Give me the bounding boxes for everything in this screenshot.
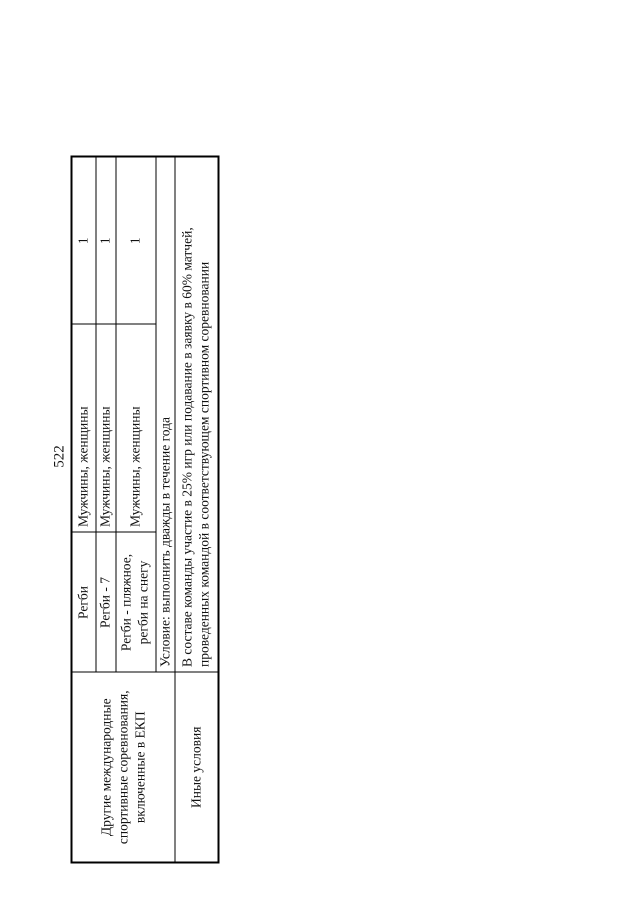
discipline-label: Регби - 7 <box>97 577 113 628</box>
document-table <box>71 156 220 864</box>
rotated-table-container <box>71 158 216 864</box>
page-number: 522 <box>51 445 68 468</box>
group-cell <box>96 325 116 533</box>
value-cell <box>116 157 156 325</box>
group-cell <box>116 325 156 533</box>
section-label-cell <box>72 673 176 863</box>
other-text-cell <box>175 157 218 673</box>
value-label: 1 <box>127 237 143 245</box>
value-label: 1 <box>97 237 113 245</box>
value-label: 1 <box>75 237 91 245</box>
discipline-cell <box>116 533 156 673</box>
group-label: Мужчины, женщины <box>75 406 91 527</box>
value-cell <box>72 157 96 325</box>
value-cell <box>96 157 116 325</box>
section-label: Другие международные спортивные соревнования, включенные в ЕКП <box>98 690 148 845</box>
group-label: Мужчины, женщины <box>97 406 113 527</box>
other-conditions-label: Иные условия <box>188 726 204 808</box>
other-label-cell <box>175 673 218 863</box>
group-label: Мужчины, женщины <box>127 406 143 527</box>
group-cell <box>72 325 96 533</box>
other-conditions-text: В составе команды участие в 25% игр или подавание в заявку в 60% матчей, проведенных командой в соответствующем спортивном соревновании <box>179 227 212 667</box>
discipline-label: Регби - пляжное, регби на снегу <box>118 553 151 652</box>
condition-cell <box>156 157 176 673</box>
discipline-label: Регби <box>75 586 91 619</box>
discipline-cell <box>72 533 96 673</box>
condition-text: Условие: выполнить дважды в течение года <box>157 416 172 667</box>
discipline-cell <box>96 533 116 673</box>
